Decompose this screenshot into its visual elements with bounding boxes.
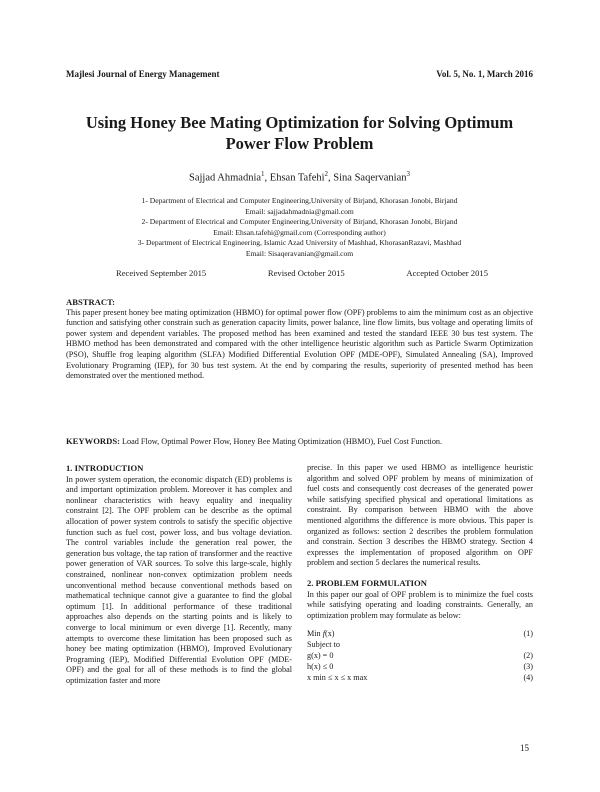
abstract (66, 297, 533, 382)
paper-title (66, 112, 533, 154)
accepted-date: Accepted October 2015 (406, 268, 488, 278)
received-date: Received September 2015 (116, 268, 207, 278)
affiliation-line: 3- Department of Electrical Engineering, Islamic Azad University of Mashhad, KhorasanRazavi, Mashhad (137, 238, 462, 248)
section-heading-problem-formulation: 2. PROBLEM FORMULATION (307, 577, 427, 588)
equation-number: (1) (523, 629, 533, 639)
manuscript-dates (116, 268, 488, 278)
introduction-paragraph: In power system operation, the economic dispatch (ED) problems is and important optimization problem. Moreover it has complex and nonlinear characteristics with heavy equality and inequality constraint [2]. The OPF problem can be describe as the optimal allocation of power system controls to satisfy the specific objective function such as fuel cost, power loss, and bus voltage deviation. The control variables include the generation real power, the generation bus voltage, the tap ration of transformer and the reactive power generation of VAR sources. To solve this large-scale, highly constrained, nonlinear non-convex optimization problem needs unconventional method because conventional methods based on mathematical technique cannot give a guarantee to find the global optimum [1]. In additional performance of these traditional approaches also depends on the starting points and is likely to converge to local minimum or even diverge [1]. Recently, many attempts to overcome these limitation has been proposed such as honey bee mating optimization (HBMO), Improved Evolutionary Programing (IEP), Modified Differential Evolution OPF (MDE-OPF) and the goal for all of these methods is to find the global optimization faster and more (66, 474, 292, 685)
abstract-text: This paper present honey bee mating optimization (HBMO) for optimal power flow (OPF) problems to aim the minimum cost as an objective function and satisfying other constrain such as generation capacity limits, power balance, line flow limits, bus voltage and operating limits of power system and dependent variables. The proposed method has been examined and tested the standard IEEE 30 bus test system. The HBMO method has been demonstrated and compared with the other intelligence heuristic algorithm such as Particle Swarm Optimization (PSO), Shuffle frog leaping algorithm (SLFA) Modified Differential Evolution OPF (MDE-OPF), Simulated Annealing (SA), Improved Evolutionary Programing (IEP), for 30 bus test system. At the end by comparing the results, superiority of presented method has been demonstrated over the mentioned method. (66, 307, 533, 381)
author-list (66, 170, 533, 184)
revised-date: Revised October 2015 (267, 268, 345, 278)
author-separator: , (328, 172, 334, 184)
equation-text: Subject to (307, 640, 340, 650)
equation-text: x min ≤ x ≤ x max (307, 672, 368, 682)
equation-row (307, 651, 533, 662)
journal-name: Majlesi Journal of Energy Management (66, 69, 220, 79)
title-line-2: Power Flow Problem (225, 134, 374, 153)
section-heading-introduction: 1. INTRODUCTION (66, 463, 144, 473)
equation-text: h(x) ≤ 0 (307, 661, 334, 671)
running-header (66, 69, 533, 79)
author-affiliation-mark: 2 (324, 170, 329, 178)
formulation-paragraph: In this paper our goal of OPF problem is to minimize the fuel costs while satisfying operating and loading constraints. Generally, an optimization problem may formulate as below: (307, 589, 533, 620)
affiliation-email: Email: Ehsan.tafehi@gmail.com (Corresponding author) (213, 227, 386, 237)
author-name: Sajjad Ahmadnia (189, 172, 262, 184)
equation-row (307, 662, 533, 673)
affiliations (66, 196, 533, 260)
page-number: 15 (520, 743, 529, 753)
equation-prefix: Min (307, 629, 323, 639)
equation-number: (2) (523, 650, 533, 660)
equation-function: f (322, 629, 325, 639)
author-name: Ehsan Tafehi (269, 172, 325, 184)
left-column (66, 463, 292, 686)
affiliation-line: 2- Department of Electrical and Computer Engineering,University of Birjand, Khorasan Jonobi, Birjand (141, 217, 458, 227)
right-column (307, 463, 533, 683)
equation-suffix: (x) (324, 629, 335, 639)
keywords-label: KEYWORDS: (66, 436, 120, 446)
affiliation-email: Email: sajjadahmadnia@gmail.com (245, 206, 354, 216)
equation-list (307, 629, 533, 683)
author-affiliation-mark: 3 (406, 170, 410, 178)
equation-text: g(x) = 0 (307, 650, 334, 660)
abstract-heading: ABSTRACT: (66, 297, 116, 307)
equation-row (307, 629, 533, 640)
equation-number: (3) (523, 661, 533, 671)
author-name: Sina Saqervanian (333, 172, 407, 184)
equation-row (307, 640, 533, 651)
keywords (66, 436, 533, 446)
equation-number: (4) (523, 672, 533, 682)
title-line-1: Using Honey Bee Mating Optimization for Solving Optimum (85, 113, 514, 132)
affiliation-email: Email: Sisaqeravanian@gmail.com (245, 248, 354, 258)
equation-text (307, 629, 335, 640)
volume-info: Vol. 5, No. 1, March 2016 (436, 69, 533, 79)
author-affiliation-mark: 1 (261, 170, 265, 178)
introduction-paragraph-continued: precise. In this paper we used HBMO as intelligence heuristic algorithm and solved OPF problem by means of minimization of fuel costs and consequently cost decreases of the generated power while satisfying specified physical and operational limitations as constraint. By comparison between HBMO with the above mentioned algorithms the difference is more obvious. This paper is organized as follows: section 2 describes the problem formulation and constrain. Section 3 describes the HBMO strategy. Section 4 expresses the implementation of proposed algorithm on OPF problem and section 5 declares the numerical results. (307, 463, 533, 568)
equation-row (307, 673, 533, 684)
author-separator: , (264, 172, 270, 184)
affiliation-line: 1- Department of Electrical and Computer Engineering,University of Birjand, Khorasan Jonobi, Birjand (141, 196, 458, 205)
keywords-text: Load Flow, Optimal Power Flow, Honey Bee Mating Optimization (HBMO), Fuel Cost Function. (119, 437, 443, 446)
